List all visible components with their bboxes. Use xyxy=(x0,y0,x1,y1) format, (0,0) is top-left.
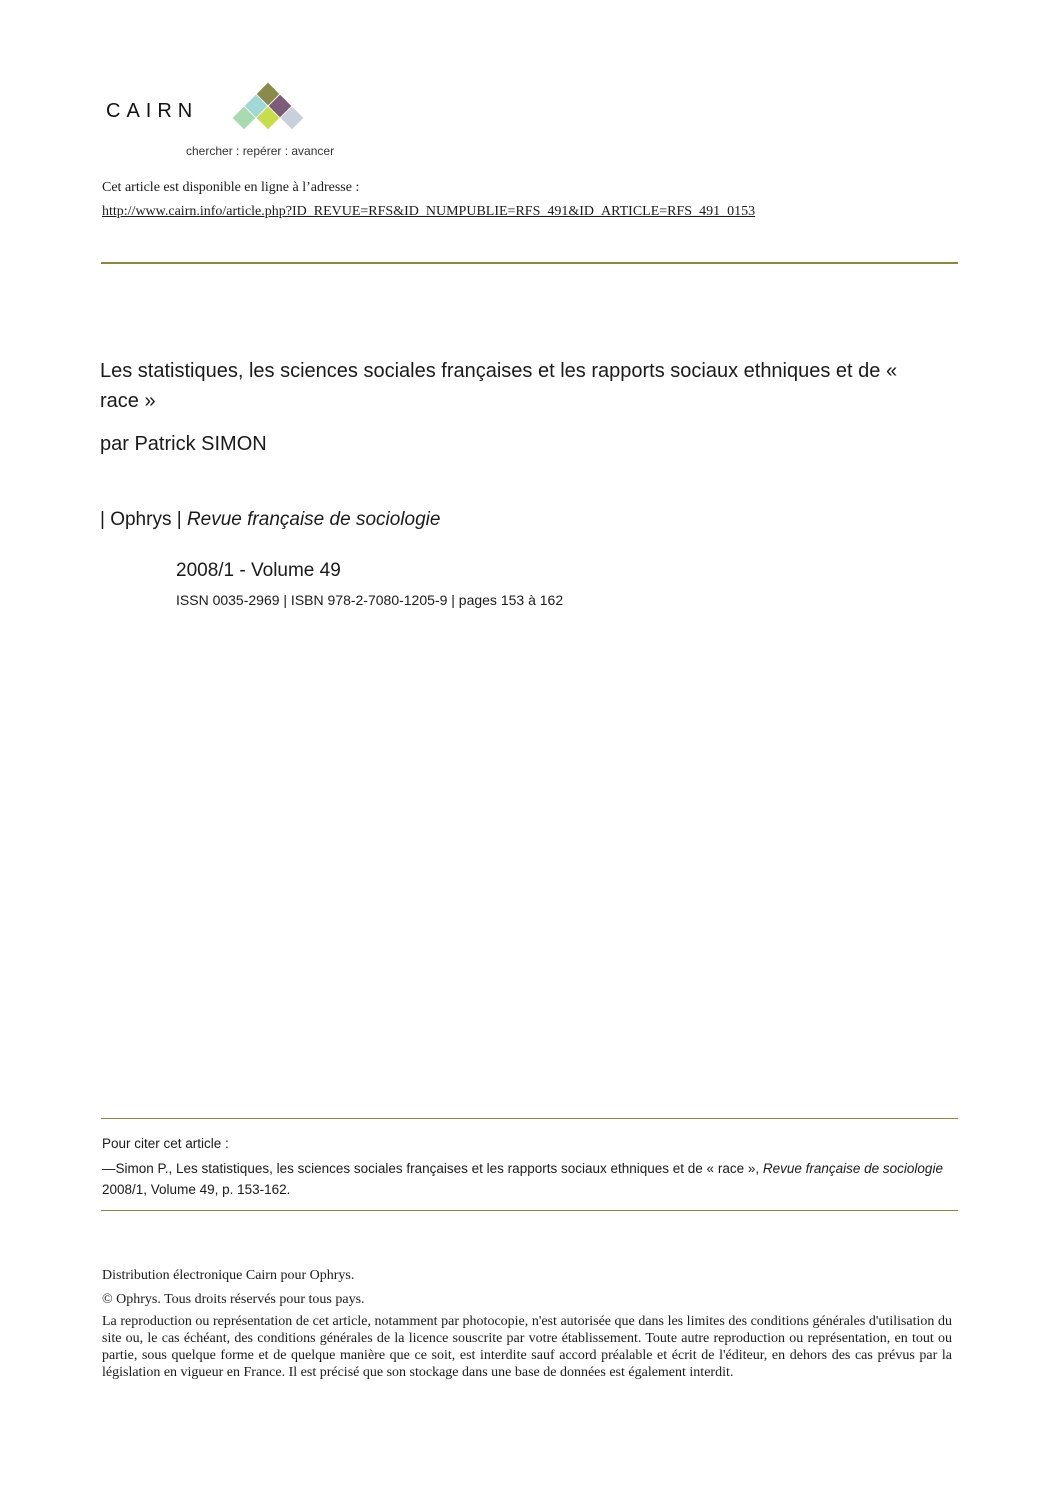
article-author: par Patrick SIMON xyxy=(100,433,267,455)
copyright-notice: © Ophrys. Tous droits réservés pour tous pays. xyxy=(102,1292,365,1307)
citation-body: —Simon P., Les statistiques, les sciences sociales françaises et les rapports sociaux ethniques et de « race », xyxy=(102,1161,763,1176)
cairn-logo-wordmark: CAIRN xyxy=(106,100,199,122)
citation-journal: Revue française de sociologie xyxy=(762,1161,943,1176)
reproduction-notice: La reproduction ou représentation de cet article, notamment par photocopie, n'est autorisée que dans les limites des conditions générales d'utilisation du site ou, le cas échéant, des conditions générales de la licence souscrite par votre établissement. Toute autre reproduction ou représentation, en tout ou partie, sous quelque forme et de quelque manière que ce soit, est interdite sauf accord préalable et écrit de l'éditeur, en dehors des cas prévus par la législation en vigueur en France. Il est précisé que son stockage dans une base de données est également interdit. xyxy=(102,1314,952,1380)
citation-label: Pour citer cet article : xyxy=(102,1136,229,1151)
volume-info: 2008/1 - Volume 49 xyxy=(176,560,341,581)
availability-text: Cet article est disponible en ligne à l’adresse : xyxy=(102,180,360,195)
article-url-link[interactable]: http://www.cairn.info/article.php?ID_REVUE=RFS&ID_NUMPUBLIE=RFS_491&ID_ARTICLE=RFS_491_0153 xyxy=(102,204,756,219)
citation-end: 2008/1, Volume 49, p. 153-162. xyxy=(102,1182,291,1197)
journal-name: Revue française de sociologie xyxy=(186,509,441,530)
cairn-logo-icon xyxy=(226,82,310,138)
publisher-name: | Ophrys | xyxy=(100,509,182,530)
publication-line xyxy=(100,509,440,531)
citation-text xyxy=(102,1158,947,1200)
citation-divider-bottom xyxy=(101,1210,958,1211)
citation-divider-top xyxy=(101,1118,958,1119)
header-divider xyxy=(101,262,958,264)
distribution-notice: Distribution électronique Cairn pour Ophrys. xyxy=(102,1268,355,1283)
article-title: Les statistiques, les sciences sociales françaises et les rapports sociaux ethniques et de « race » xyxy=(100,360,898,412)
identifiers-info: ISSN 0035-2969 | ISBN 978-2-7080-1205-9 | pages 153 à 162 xyxy=(176,592,564,608)
logo-tagline: chercher : repérer : avancer xyxy=(186,144,335,158)
